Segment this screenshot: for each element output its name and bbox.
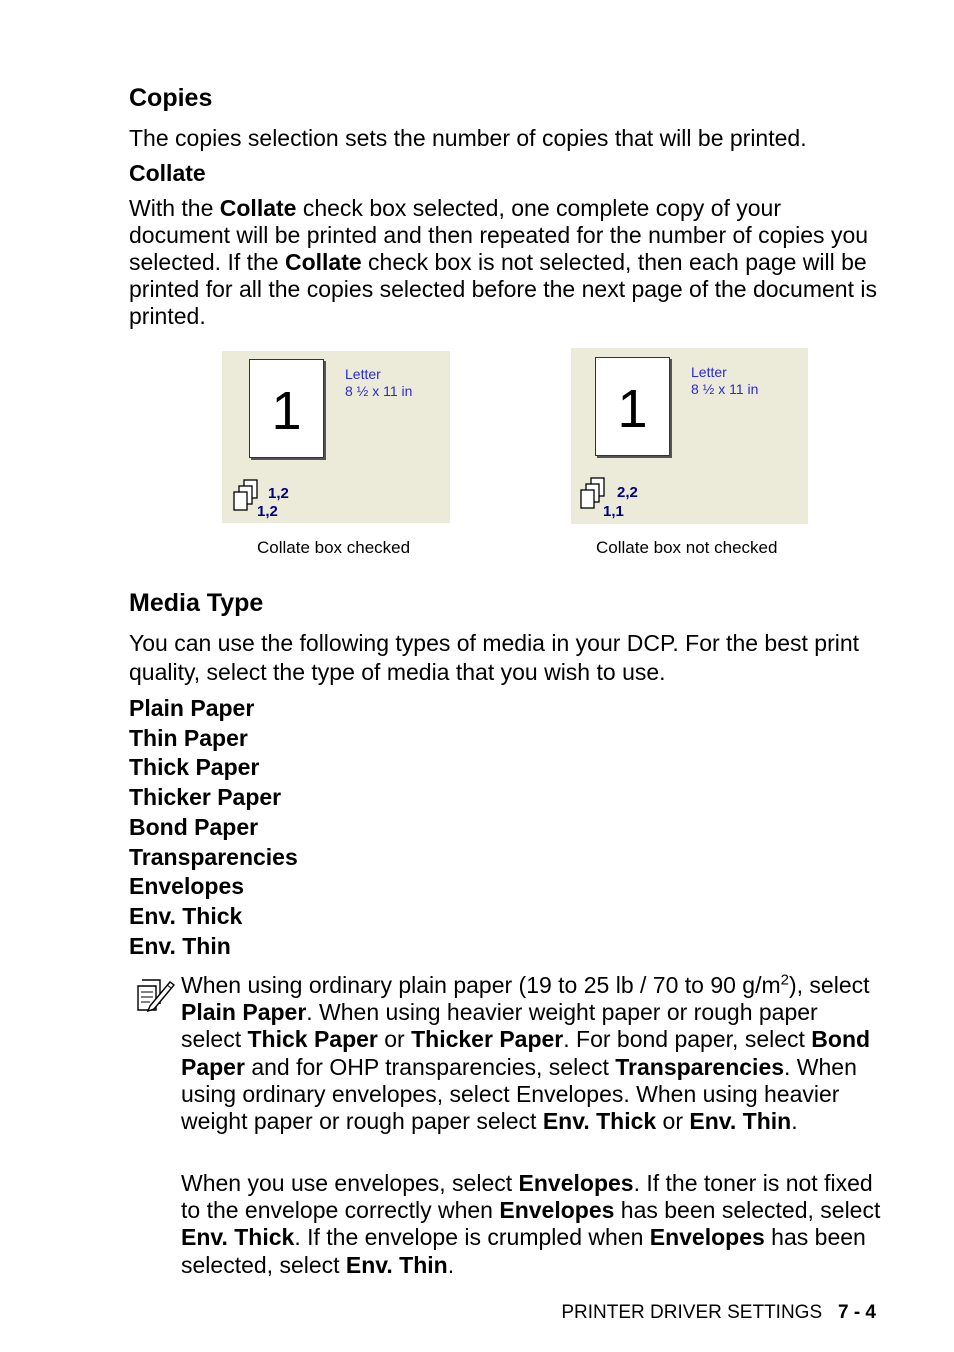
paper-name: Letter [691, 364, 727, 380]
list-item: Thicker Paper [129, 784, 282, 811]
collate-unchecked-preview [571, 348, 808, 524]
collate-heading: Collate [129, 160, 206, 186]
note-paragraph-1: When using ordinary plain paper (19 to 25 lb / 70 to 90 $g/m^2$), select Plain Paper. When using heavier weight paper or rough paper select Thick Paper or Thicker Paper. For bond paper, select Bond Paper and for OHP transparencies, select Transparencies. When using ordinary envelopes, select Envelopes. When using heavier weight paper or rough paper select Env. Thick or Env. Thin. [181, 971, 871, 1135]
media-type-list [129, 694, 298, 961]
list-item: Thin Paper [129, 724, 248, 751]
top-copy-numbers: 1,2 [268, 485, 289, 502]
page-preview [595, 357, 670, 456]
collate-checked-preview [222, 351, 450, 523]
list-item: Transparencies [129, 843, 298, 870]
note-pencil-icon [134, 976, 176, 1014]
page-number: 1 [617, 379, 648, 439]
paper-name: Letter [345, 366, 381, 382]
copies-text: The copies selection sets the number of copies that will be printed. [129, 125, 807, 151]
page-preview [249, 359, 324, 458]
page-footer [561, 1302, 876, 1324]
footer-section: PRINTER DRIVER SETTINGS [561, 1302, 823, 1323]
figure-caption: Collate box checked [257, 538, 411, 557]
copies-heading: Copies [129, 84, 213, 112]
paper-size: 8 ½ x 11 in [345, 383, 413, 399]
collate-text: With the Collate check box selected, one complete copy of your document will be printed and then repeated for the number of copies you selected. If the Collate check box is not selected, then each page will be printed for all the copies selected before the next page of the document is printed. [129, 195, 877, 329]
note-paragraph-2: When you use envelopes, select Envelopes. If the toner is not fixed to the envelope correctly when Envelopes has been selected, select Env. Thick. If the envelope is crumpled when Envelopes has been selected, select Env. Thin. [181, 1170, 881, 1278]
media-type-heading: Media Type [129, 589, 264, 617]
page-number: 1 [271, 381, 302, 441]
media-type-text: You can use the following types of media in your DCP. For the best print quality, select the type of media that you wish to use. [129, 630, 860, 685]
list-item: Env. Thick [129, 902, 243, 929]
footer-page-number: 7 - 4 [837, 1302, 876, 1323]
paper-size: 8 ½ x 11 in [691, 381, 759, 397]
list-item: Thick Paper [129, 754, 260, 781]
top-copy-numbers: 2,2 [617, 484, 638, 501]
list-item: Bond Paper [129, 813, 259, 840]
figure-caption: Collate box not checked [596, 538, 778, 557]
list-item: Plain Paper [129, 695, 255, 721]
list-item: Env. Thin [129, 932, 231, 959]
bottom-copy-numbers: 1,2 [257, 503, 278, 520]
list-item: Envelopes [129, 873, 245, 900]
copies-stack-icon [230, 478, 260, 520]
bottom-copy-numbers: 1,1 [603, 503, 624, 520]
